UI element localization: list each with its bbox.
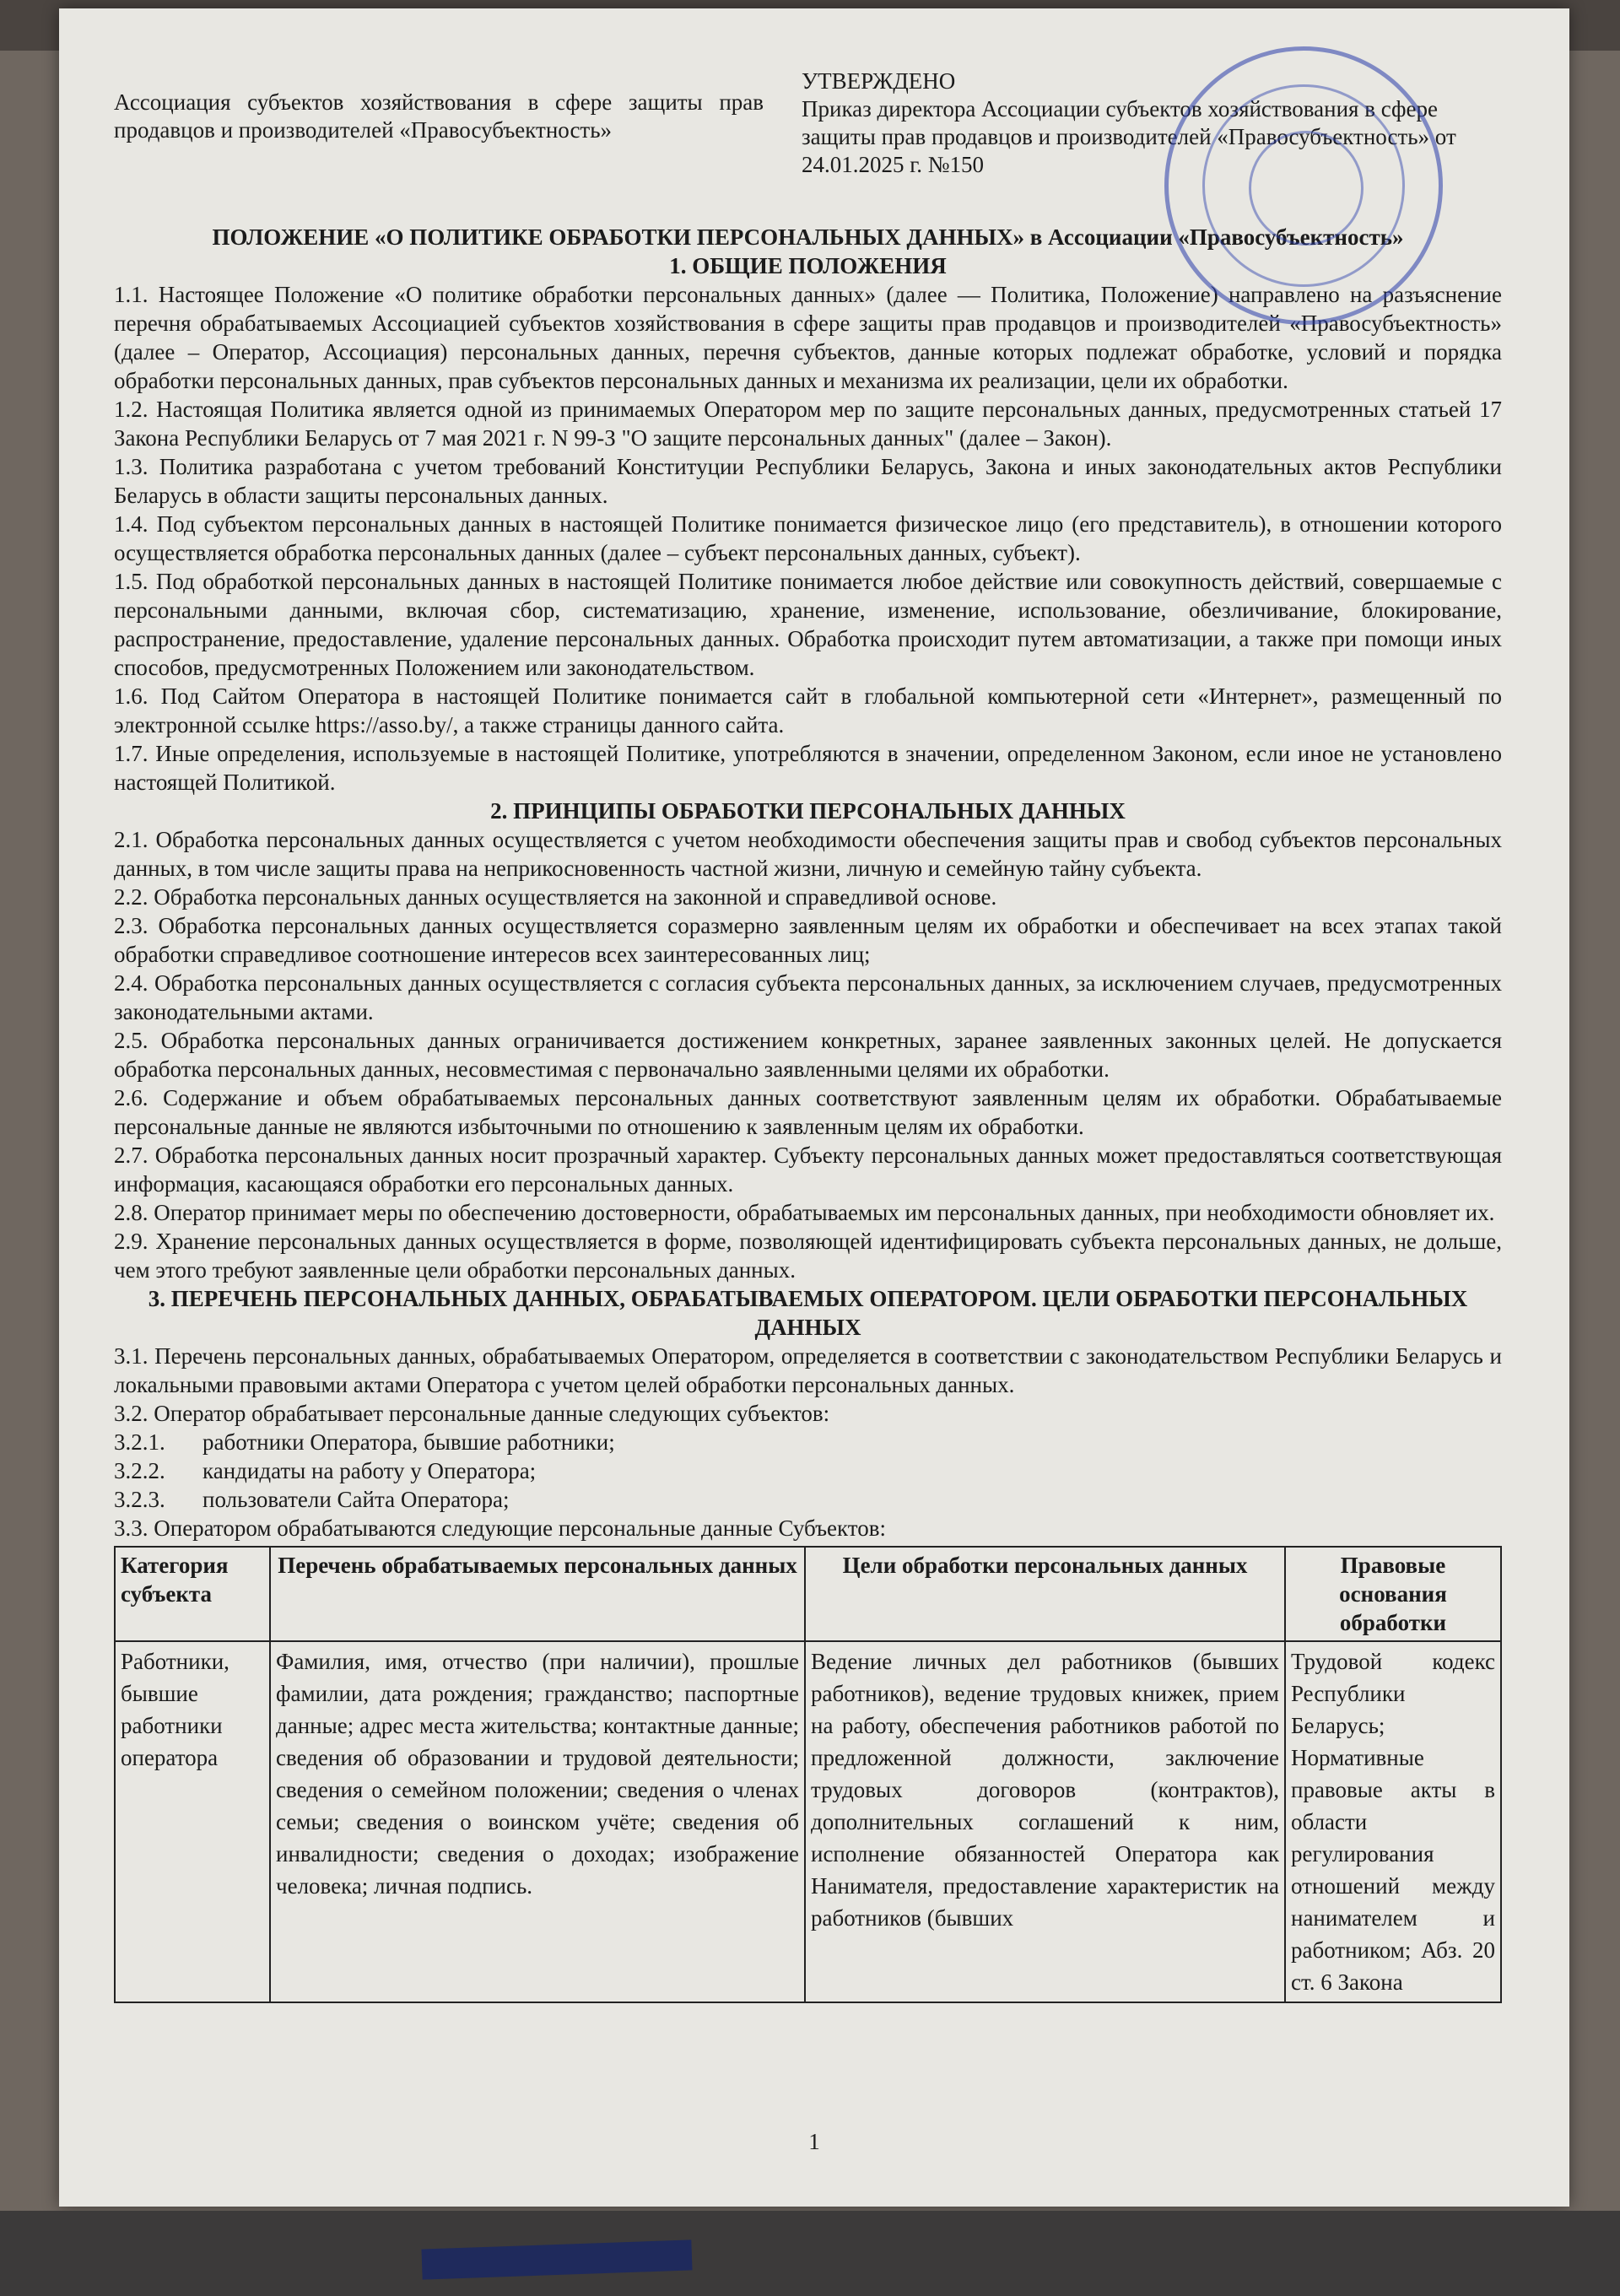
list-item-number: 3.2.3.: [114, 1487, 165, 1512]
column-header: Категория субъекта: [115, 1547, 270, 1641]
list-item-text: кандидаты на работу у Оператора;: [202, 1458, 537, 1483]
paragraph: 3.1. Перечень персональных данных, обрабатываемых Оператором, определяется в соответствии с законодательством Республики Беларусь и локальными правовыми актами Оператора с учетом целей обработки персональных данных.: [114, 1343, 1502, 1397]
paragraph: 2.4. Обработка персональных данных осуществляется с согласия субъекта персональных данных, за исключением случаев, предусмотренных законодательными актами.: [114, 970, 1502, 1024]
section-heading: 1. ОБЩИЕ ПОЛОЖЕНИЯ: [669, 253, 947, 278]
table-row: [115, 1641, 1501, 2002]
approved-label: УТВЕРЖДЕНО: [802, 68, 956, 94]
document-title: ПОЛОЖЕНИЕ «О ПОЛИТИКЕ ОБРАБОТКИ ПЕРСОНАЛЬНЫХ ДАННЫХ» в Ассоциации «Правосубъектность»: [212, 224, 1404, 250]
paragraph: 1.5. Под обработкой персональных данных в настоящей Политике понимается любое действие или совокупность действий, совершаемые с персональными данными, включая сбор, систематизацию, хранение, изменение, использование, обезличивание, блокирование, распространение, предоставление, удаление персональных данных. Обработка происходит путем автоматизации, а также при помощи иных способов, предусмотренных Положением или законодательством.: [114, 569, 1502, 680]
approval-order: Приказ директора Ассоциации субъектов хозяйствования в сфере защиты прав продавцов и производителей «Правосубъектность» от 24.01.2025 г. №150: [802, 96, 1456, 177]
list-item: [114, 1456, 1502, 1485]
paragraph: 2.5. Обработка персональных данных ограничивается достижением конкретных, заранее заявленных законных целей. Не допускается обработка персональных данных, несовместимая с первоначально заявленными целями их обработки.: [114, 1028, 1502, 1082]
paragraph: 1.2. Настоящая Политика является одной из принимаемых Оператором мер по защите персональных данных, предусмотренных статьей 17 Закона Республики Беларусь от 7 мая 2021 г. N 99-З "О защите персональных данных" (далее – Закон).: [114, 397, 1502, 451]
paragraph: 2.1. Обработка персональных данных осуществляется с учетом необходимости обеспечения защиты прав и свобод субъектов персональных данных, в том числе защиты права на неприкосновенность частной жизни, личную и семейную тайну субъекта.: [114, 827, 1502, 881]
subject-list: [114, 1428, 1502, 1514]
document-page: [59, 8, 1569, 2207]
list-item-number: 3.2.2.: [114, 1458, 165, 1483]
list-item: [114, 1428, 1502, 1456]
paragraph: 2.2. Обработка персональных данных осуществляется на законной и справедливой основе.: [114, 884, 997, 910]
table-cell: Трудовой кодекс Республики Беларусь; Нормативные правовые акты в области регулирования отношений между нанимателем и работником; Абз. 20 ст. 6 Закона: [1285, 1641, 1501, 2002]
column-header: Цели обработки персональных данных: [805, 1547, 1285, 1641]
section-heading: 2. ПРИНЦИПЫ ОБРАБОТКИ ПЕРСОНАЛЬНЫХ ДАННЫХ: [490, 798, 1126, 824]
paragraph: 2.7. Обработка персональных данных носит прозрачный характер. Субъекту персональных данных может предоставляться соответствующая информация, касающаяся обработки его персональных данных.: [114, 1143, 1502, 1197]
table-cell: Работники, бывшие работники оператора: [115, 1641, 270, 2002]
organization-name: Ассоциация субъектов хозяйствования в сфере защиты прав продавцов и производителей «Правосубъектность»: [114, 89, 764, 143]
table-header-row: [115, 1547, 1501, 1641]
paragraph: 1.1. Настоящее Положение «О политике обработки персональных данных» (далее — Политика, Положение) направлено на разъяснение перечня обрабатываемых Ассоциацией субъектов хозяйствования в сфере защиты прав продавцов и производителей «Правосубъектность» (далее – Оператор, Ассоциация) персональных данных, перечня субъектов, данные которых подлежат обработке, условий и порядка обработки персональных данных, прав субъектов персональных данных и механизма их реализации, цели их обработки.: [114, 282, 1502, 393]
paragraph: 1.6. Под Сайтом Оператора в настоящей Политике понимается сайт в глобальной компьютерной сети «Интернет», размещенный по электронной ссылке https://asso.by/, а также страницы данного сайта.: [114, 683, 1502, 737]
list-item-text: работники Оператора, бывшие работники;: [202, 1429, 615, 1455]
list-item-number: 3.2.1.: [114, 1429, 165, 1455]
paragraph: 2.6. Содержание и объем обрабатываемых персональных данных соответствуют заявленным целям их обработки. Обрабатываемые персональные данные не являются избыточными по отношению к заявленным целям их обработки.: [114, 1085, 1502, 1139]
item-3-3: 3.3. Оператором обрабатываются следующие персональные данные Субъектов:: [114, 1515, 886, 1541]
document-sections: [114, 251, 1502, 1428]
paragraph: 1.4. Под субъектом персональных данных в настоящей Политике понимается физическое лицо (его представитель), в отношении которого осуществляется обработка персональных данных (далее – субъект персональных данных, субъект).: [114, 511, 1502, 565]
personal-data-table: [114, 1546, 1502, 2003]
background-bottom: [0, 2211, 1620, 2296]
section-heading: 3. ПЕРЕЧЕНЬ ПЕРСОНАЛЬНЫХ ДАННЫХ, ОБРАБАТЫВАЕМЫХ ОПЕРАТОРОМ. ЦЕЛИ ОБРАБОТКИ ПЕРСОНАЛЬНЫХ ДАННЫХ: [148, 1286, 1468, 1340]
table-cell: Фамилия, имя, отчество (при наличии), прошлые фамилии, дата рождения; гражданство; паспортные данные; адрес места жительства; контактные данные; сведения об образовании и трудовой деятельности; сведения о семейном положении; сведения о членах семьи; сведения о воинском учёте; сведения об инвалидности; сведения о доходах; изображение человека; личная подпись.: [270, 1641, 805, 2002]
page-number: 1: [808, 2129, 820, 2154]
seal-stamp-icon: [1164, 46, 1443, 325]
paragraph: 3.2. Оператор обрабатывает персональные данные следующих субъектов:: [114, 1401, 830, 1426]
table-cell: Ведение личных дел работников (бывших работников), ведение трудовых книжек, прием на работу, обеспечения работников работой по предложенной должности, заключение трудовых договоров (контрактов), дополнительных соглашений к ним, исполнение обязанностей Оператора как Нанимателя, предоставление характеристик на работников (бывших: [805, 1641, 1285, 2002]
paragraph: 2.3. Обработка персональных данных осуществляется соразмерно заявленным целям их обработки и обеспечивает на всех этапах такой обработки справедливое соотношение интересов всех заинтересованных лиц;: [114, 913, 1502, 967]
paragraph: 1.7. Иные определения, используемые в настоящей Политике, употребляются в значении, определенном Законом, если иное не установлено настоящей Политикой.: [114, 741, 1502, 795]
paragraph: 1.3. Политика разработана с учетом требований Конституции Республики Беларусь, Закона и иных законодательных актов Республики Беларусь в области защиты персональных данных.: [114, 454, 1502, 508]
list-item-text: пользователи Сайта Оператора;: [202, 1487, 510, 1512]
column-header: Правовые основания обработки: [1285, 1547, 1501, 1641]
paragraph: 2.9. Хранение персональных данных осуществляется в форме, позволяющей идентифицировать субъекта персональных данных, не дольше, чем этого требуют заявленные цели обработки персональных данных.: [114, 1229, 1502, 1283]
list-item: [114, 1485, 1502, 1514]
paragraph: 2.8. Оператор принимает меры по обеспечению достоверности, обрабатываемых им персональных данных, при необходимости обновляет их.: [114, 1200, 1495, 1225]
column-header: Перечень обрабатываемых персональных данных: [270, 1547, 805, 1641]
